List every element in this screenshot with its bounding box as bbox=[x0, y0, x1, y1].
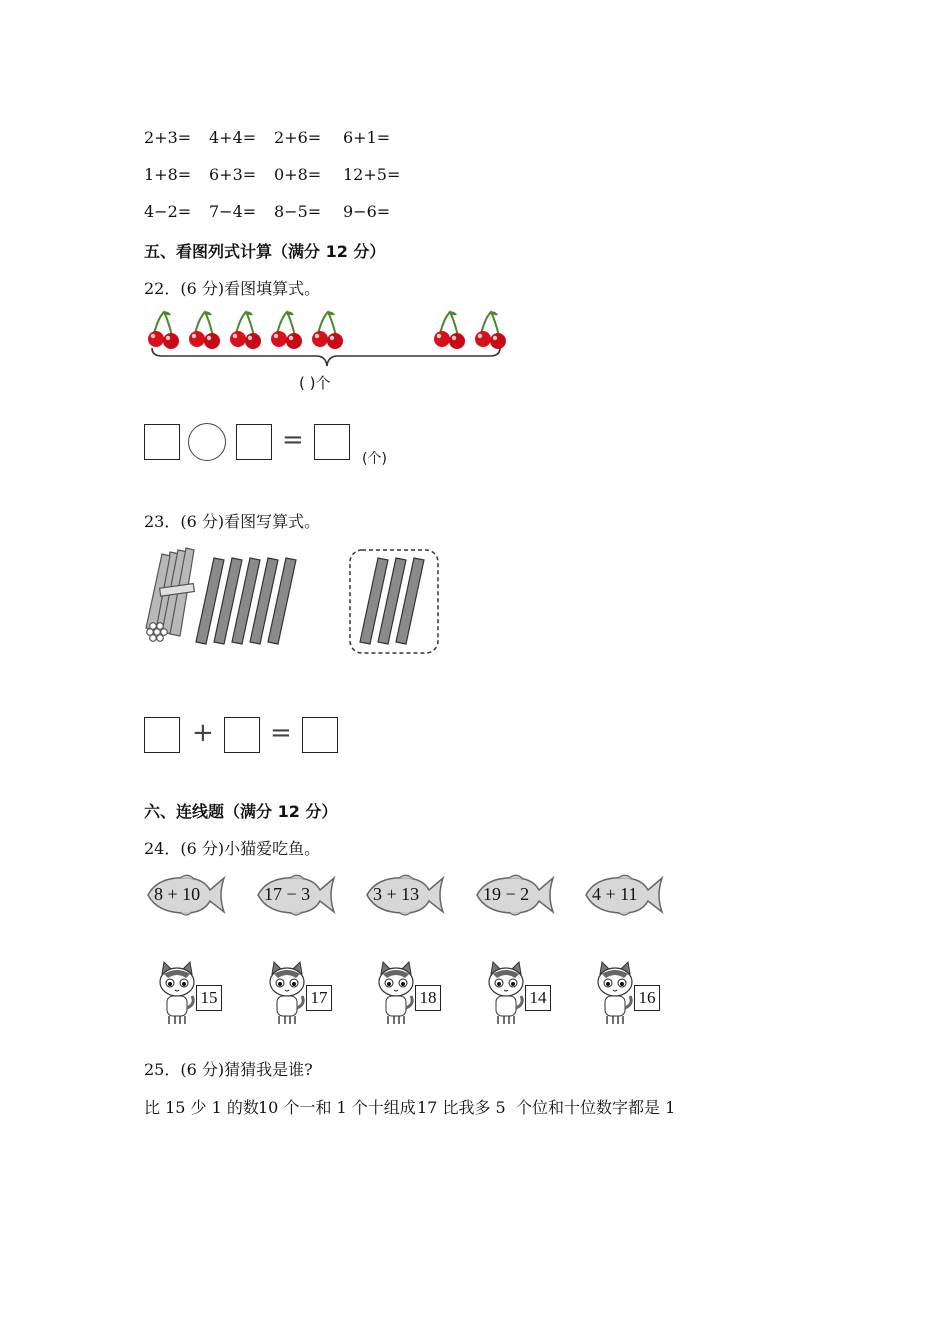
bracket-label: ( )个 bbox=[299, 374, 331, 392]
cat-number-box: 15 bbox=[196, 985, 222, 1011]
fish-item[interactable] bbox=[254, 870, 336, 920]
answer-box-addend-1[interactable] bbox=[144, 717, 180, 753]
question-25-title: 25．(6 分)猜猜我是谁? bbox=[144, 1060, 313, 1079]
fish-expression: 19 − 2 bbox=[483, 884, 530, 904]
unit-label: (个) bbox=[362, 451, 387, 467]
answer-box-result[interactable] bbox=[314, 424, 350, 460]
clue-1: 比 15 少 1 的数 bbox=[144, 1098, 259, 1117]
equation: 0+8= bbox=[274, 165, 322, 184]
plus-sign: + bbox=[192, 718, 214, 748]
equals-sign: = bbox=[270, 718, 292, 748]
equation: 9−6= bbox=[343, 202, 391, 221]
question-24-title: 24．(6 分)小猫爱吃鱼。 bbox=[144, 839, 321, 858]
fish-item[interactable] bbox=[363, 870, 445, 920]
cherry-illustration bbox=[140, 306, 515, 372]
cat-icon[interactable] bbox=[594, 960, 636, 1026]
equation: 4+4= bbox=[209, 128, 257, 147]
cat-icon[interactable] bbox=[485, 960, 527, 1026]
fish-expression: 3 + 13 bbox=[373, 884, 420, 904]
cat-icon[interactable] bbox=[266, 960, 308, 1026]
operator-circle[interactable] bbox=[188, 423, 226, 461]
question-22-title: 22．(6 分)看图填算式。 bbox=[144, 279, 321, 298]
equation: 2+6= bbox=[274, 128, 322, 147]
boxed-sticks bbox=[360, 558, 424, 644]
section-6-heading: 六、连线题（满分 12 分） bbox=[144, 802, 338, 821]
answer-box-1[interactable] bbox=[144, 424, 180, 460]
equation: 2+3= bbox=[144, 128, 192, 147]
equation: 6+1= bbox=[343, 128, 391, 147]
question-23-title: 23．(6 分)看图写算式。 bbox=[144, 512, 321, 531]
cat-icon[interactable] bbox=[375, 960, 417, 1026]
equation: 12+5= bbox=[343, 165, 401, 184]
cat-number-box: 18 bbox=[415, 985, 441, 1011]
clue-3: 17 比我多 5 bbox=[417, 1098, 506, 1117]
cat-icon[interactable] bbox=[156, 960, 198, 1026]
cat-number-box: 14 bbox=[525, 985, 551, 1011]
fish-item[interactable] bbox=[582, 870, 664, 920]
clue-2: 10 个一和 1 个十组成 bbox=[258, 1098, 416, 1117]
answer-box-2[interactable] bbox=[236, 424, 272, 460]
sticks-illustration bbox=[140, 544, 450, 660]
stick-bundle bbox=[146, 548, 194, 641]
cat-number-box: 16 bbox=[634, 985, 660, 1011]
equation: 8−5= bbox=[274, 202, 322, 221]
equation: 7−4= bbox=[209, 202, 257, 221]
fish-item[interactable] bbox=[144, 870, 226, 920]
clue-4: 个位和十位数字都是 1 bbox=[516, 1098, 676, 1117]
fish-expression: 17 − 3 bbox=[264, 884, 311, 904]
fish-item[interactable] bbox=[473, 870, 555, 920]
equals-sign: = bbox=[282, 425, 304, 455]
fish-expression: 8 + 10 bbox=[154, 884, 201, 904]
section-5-heading: 五、看图列式计算（满分 12 分） bbox=[144, 242, 386, 261]
answer-box-addend-2[interactable] bbox=[224, 717, 260, 753]
equation: 6+3= bbox=[209, 165, 257, 184]
cat-number-box: 17 bbox=[306, 985, 332, 1011]
loose-sticks bbox=[196, 558, 296, 644]
equation: 1+8= bbox=[144, 165, 192, 184]
fish-expression: 4 + 11 bbox=[592, 884, 638, 904]
equation: 4−2= bbox=[144, 202, 192, 221]
answer-box-sum[interactable] bbox=[302, 717, 338, 753]
